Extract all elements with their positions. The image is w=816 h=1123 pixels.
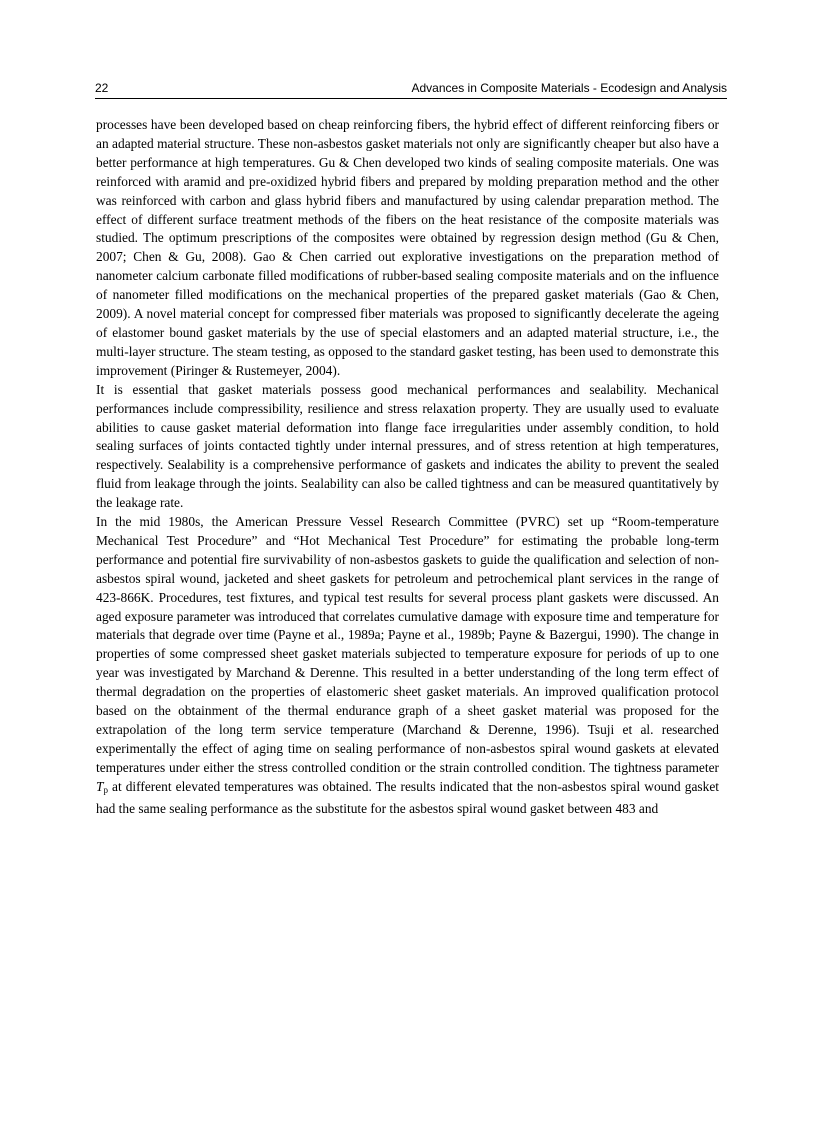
paragraph-3 — [96, 513, 719, 819]
running-title: Advances in Composite Materials - Ecodesign and Analysis — [411, 81, 727, 95]
tightness-parameter-letter: T — [96, 778, 104, 794]
paragraph-3-text-before: In the mid 1980s, the American Pressure Vessel Research Committee (PVRC) set up “Room-temperature Mechanical Test Procedure” and “Hot Mechanical Test Procedure” for estimating the probable long-term performance and potential fire survivability of non-asbestos gaskets to guide the qualification and selection of non-asbestos spiral wound, jacketed and sheet gaskets for petroleum and petrochemical plant services in the range of 423-866K. Procedures, test fixtures, and typical test results for several process plant gaskets were discussed. An aged exposure parameter was introduced that correlates cumulative damage with exposure time and temperature for materials that degrade over time (Payne et al., 1989a; Payne et al., 1989b; Payne & Bazergui, 1990). The change in properties of some compressed sheet gasket materials subjected to temperature exposure for periods of up to one year was investigated by Marchand & Derenne. This resulted in a better understanding of the long term effect of thermal degradation on the properties of elastomeric sheet gasket materials. An improved qualification protocol based on the obtainment of the thermal endurance graph of a sheet gasket material was proposed for the extrapolation of the long term service temperature (Marchand & Derenne, 1996). Tsuji et al. researched experimentally the effect of aging time on sealing performance of non-asbestos spiral wound gaskets at elevated temperatures under either the stress controlled condition or the strain controlled condition. The tightness parameter — [96, 514, 719, 775]
paragraph-3-text-after: at different elevated temperatures was obtained. The results indicated that the non-asbestos spiral wound gasket had the same sealing performance as the substitute for the asbestos spiral wound gasket between 483 and — [96, 778, 719, 816]
tightness-parameter-subscript: p — [103, 784, 108, 795]
tightness-parameter-symbol — [96, 779, 108, 794]
page-number: 22 — [95, 81, 109, 95]
running-header — [95, 80, 727, 99]
paragraph-2: It is essential that gasket materials possess good mechanical performances and sealability. Mechanical performances include compressibility, resilience and stress relaxation property. They are usually used to evaluate abilities to cause gasket material deformation into flange face irregularities under assembly condition, to hold sealing surfaces of joints contacted tightly under internal pressures, and of stress retention at high temperatures, respectively. Sealability is a comprehensive performance of gaskets and indicates the ability to prevent the sealed fluid from leakage through the joints. Sealability can also be called tightness and can be measured quantitatively by the leakage rate. — [96, 381, 719, 511]
paragraph-1: processes have been developed based on cheap reinforcing fibers, the hybrid effect of different reinforcing fibers or an adapted material structure. These non-asbestos gasket materials not only are significantly cheaper but also have a better performance at high temperatures. Gu & Chen developed two kinds of sealing composite materials. One was reinforced with aramid and pre-oxidized hybrid fibers and prepared by molding preparation method and the other was reinforced with carbon and glass hybrid fibers and manufactured by using calendar preparation method. The effect of different surface treatment methods of the fibers on the heat resistance of the composite materials was studied. The optimum prescriptions of the composites were obtained by regression design method (Gu & Chen, 2007; Chen & Gu, 2008). Gao & Chen carried out explorative investigations on the preparation method of nanometer calcium carbonate filled modifications of rubber-based sealing composite materials and on the influence of nanometer filled modifications on the mechanical properties of the prepared gasket materials (Gao & Chen, 2009). A novel material concept for compressed fiber materials was proposed to significantly decelerate the ageing of elastomer bound gasket materials by the use of special elastomers and an adapted material structure, i.e., the multi-layer structure. The steam testing, as opposed to the standard gasket testing, has been used to demonstrate this improvement (Piringer & Rustemeyer, 2004). — [96, 117, 719, 378]
body-text — [96, 116, 719, 819]
